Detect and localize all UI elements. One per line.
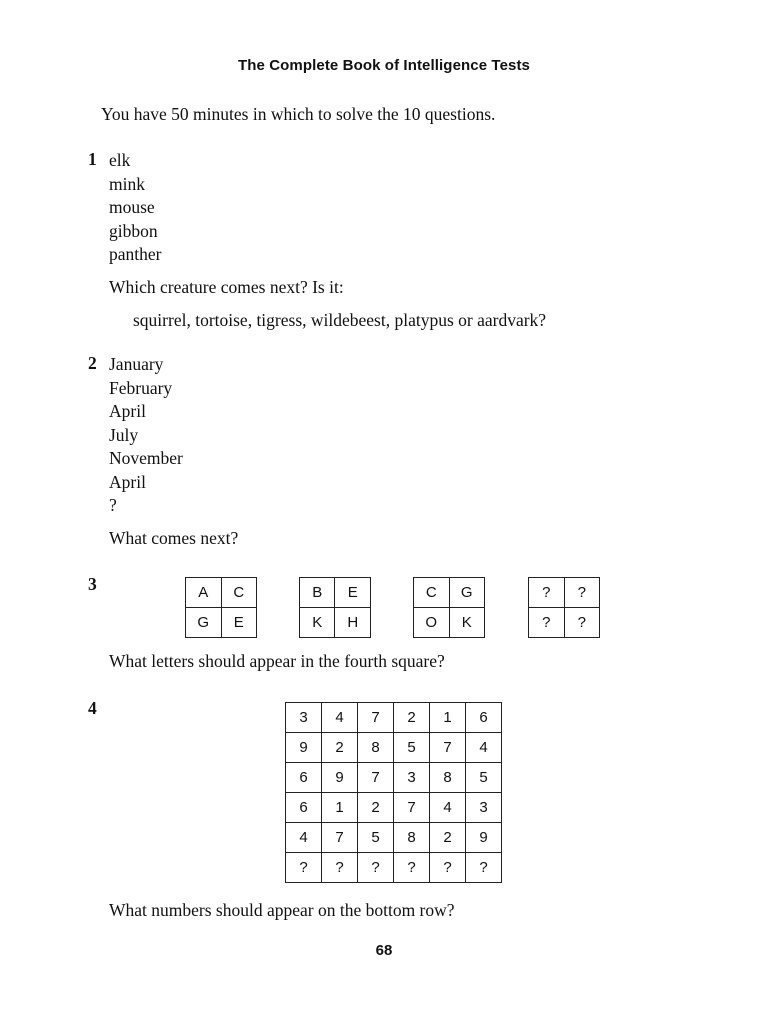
question-2-month-list: [109, 353, 183, 518]
number-cell: 5: [394, 733, 430, 763]
number-cell: 4: [466, 733, 502, 763]
question-1-number: 1: [88, 149, 97, 169]
letter-square-3: [413, 577, 485, 638]
question-3-prompt: What letters should appear in the fourth square?: [109, 651, 445, 671]
number-cell: 8: [430, 763, 466, 793]
table-row: [286, 703, 502, 733]
number-cell: 6: [466, 703, 502, 733]
number-cell: 2: [394, 703, 430, 733]
letter-cell: G: [449, 578, 485, 608]
number-cell: 6: [286, 763, 322, 793]
number-cell: 8: [394, 823, 430, 853]
letter-square-2: [299, 577, 371, 638]
question-1-prompt: Which creature comes next? Is it:: [109, 277, 344, 297]
list-item: July: [109, 424, 139, 445]
letter-cell: C: [414, 578, 450, 608]
number-cell: 9: [322, 763, 358, 793]
number-cell: ?: [322, 853, 358, 883]
number-cell: 2: [322, 733, 358, 763]
list-item: February: [109, 377, 173, 398]
number-cell: 4: [322, 703, 358, 733]
list-item: April: [109, 401, 146, 421]
number-cell: 1: [430, 703, 466, 733]
number-cell: 7: [358, 703, 394, 733]
letter-cell: ?: [564, 608, 600, 638]
question-2-number: 2: [88, 353, 97, 373]
number-cell: 3: [286, 703, 322, 733]
number-cell: 4: [430, 793, 466, 823]
letter-cell: ?: [529, 608, 565, 638]
letter-cell: K: [449, 608, 485, 638]
letter-cell: O: [414, 608, 450, 638]
letter-cell: G: [186, 608, 222, 638]
list-item: gibbon: [109, 220, 158, 241]
list-item: April: [109, 471, 146, 492]
number-cell: 9: [286, 733, 322, 763]
number-cell: ?: [394, 853, 430, 883]
number-cell: 7: [358, 763, 394, 793]
number-cell: ?: [358, 853, 394, 883]
letter-cell: E: [221, 608, 257, 638]
number-cell: 5: [466, 763, 502, 793]
number-cell: 5: [358, 823, 394, 853]
question-3-number: 3: [88, 574, 97, 594]
number-cell: 8: [358, 733, 394, 763]
number-cell: 2: [430, 823, 466, 853]
list-item: mouse: [109, 197, 155, 217]
letter-cell: K: [300, 608, 335, 638]
list-item: January: [109, 354, 164, 374]
table-row: [286, 853, 502, 883]
list-item: ?: [109, 495, 117, 515]
list-item: panther: [109, 244, 162, 264]
letter-cell: ?: [529, 578, 565, 608]
number-cell: 4: [286, 823, 322, 853]
letter-cell: C: [221, 578, 257, 608]
number-cell: 1: [322, 793, 358, 823]
number-cell: ?: [430, 853, 466, 883]
letter-square-1: [185, 577, 257, 638]
number-cell: 2: [358, 793, 394, 823]
letter-cell: A: [186, 578, 222, 608]
number-cell: 7: [394, 793, 430, 823]
list-item: elk: [109, 150, 131, 170]
question-2-prompt: What comes next?: [109, 528, 239, 548]
number-grid: [285, 702, 502, 883]
number-cell: 7: [322, 823, 358, 853]
number-cell: 7: [430, 733, 466, 763]
number-cell: 3: [394, 763, 430, 793]
table-row: [286, 733, 502, 763]
number-cell: 3: [466, 793, 502, 823]
table-row: [286, 763, 502, 793]
running-head: The Complete Book of Intelligence Tests: [238, 57, 530, 74]
letter-cell: B: [300, 578, 335, 608]
table-row: [286, 793, 502, 823]
number-cell: 6: [286, 793, 322, 823]
question-4-number: 4: [88, 698, 97, 718]
letter-cell: ?: [564, 578, 600, 608]
list-item: November: [109, 448, 183, 468]
letter-cell: H: [335, 608, 371, 638]
question-1-options: squirrel, tortoise, tigress, wildebeest, platypus or aardvark?: [133, 310, 547, 330]
number-cell: ?: [466, 853, 502, 883]
letter-cell: E: [335, 578, 371, 608]
question-4-prompt: What numbers should appear on the bottom row?: [109, 900, 455, 920]
number-cell: 9: [466, 823, 502, 853]
number-cell: ?: [286, 853, 322, 883]
letter-square-4: [528, 577, 600, 638]
question-1-creature-list: [109, 149, 161, 267]
table-row: [286, 823, 502, 853]
list-item: mink: [109, 173, 145, 194]
instructions: You have 50 minutes in which to solve the 10 questions.: [101, 104, 496, 124]
page-number: 68: [375, 942, 393, 959]
